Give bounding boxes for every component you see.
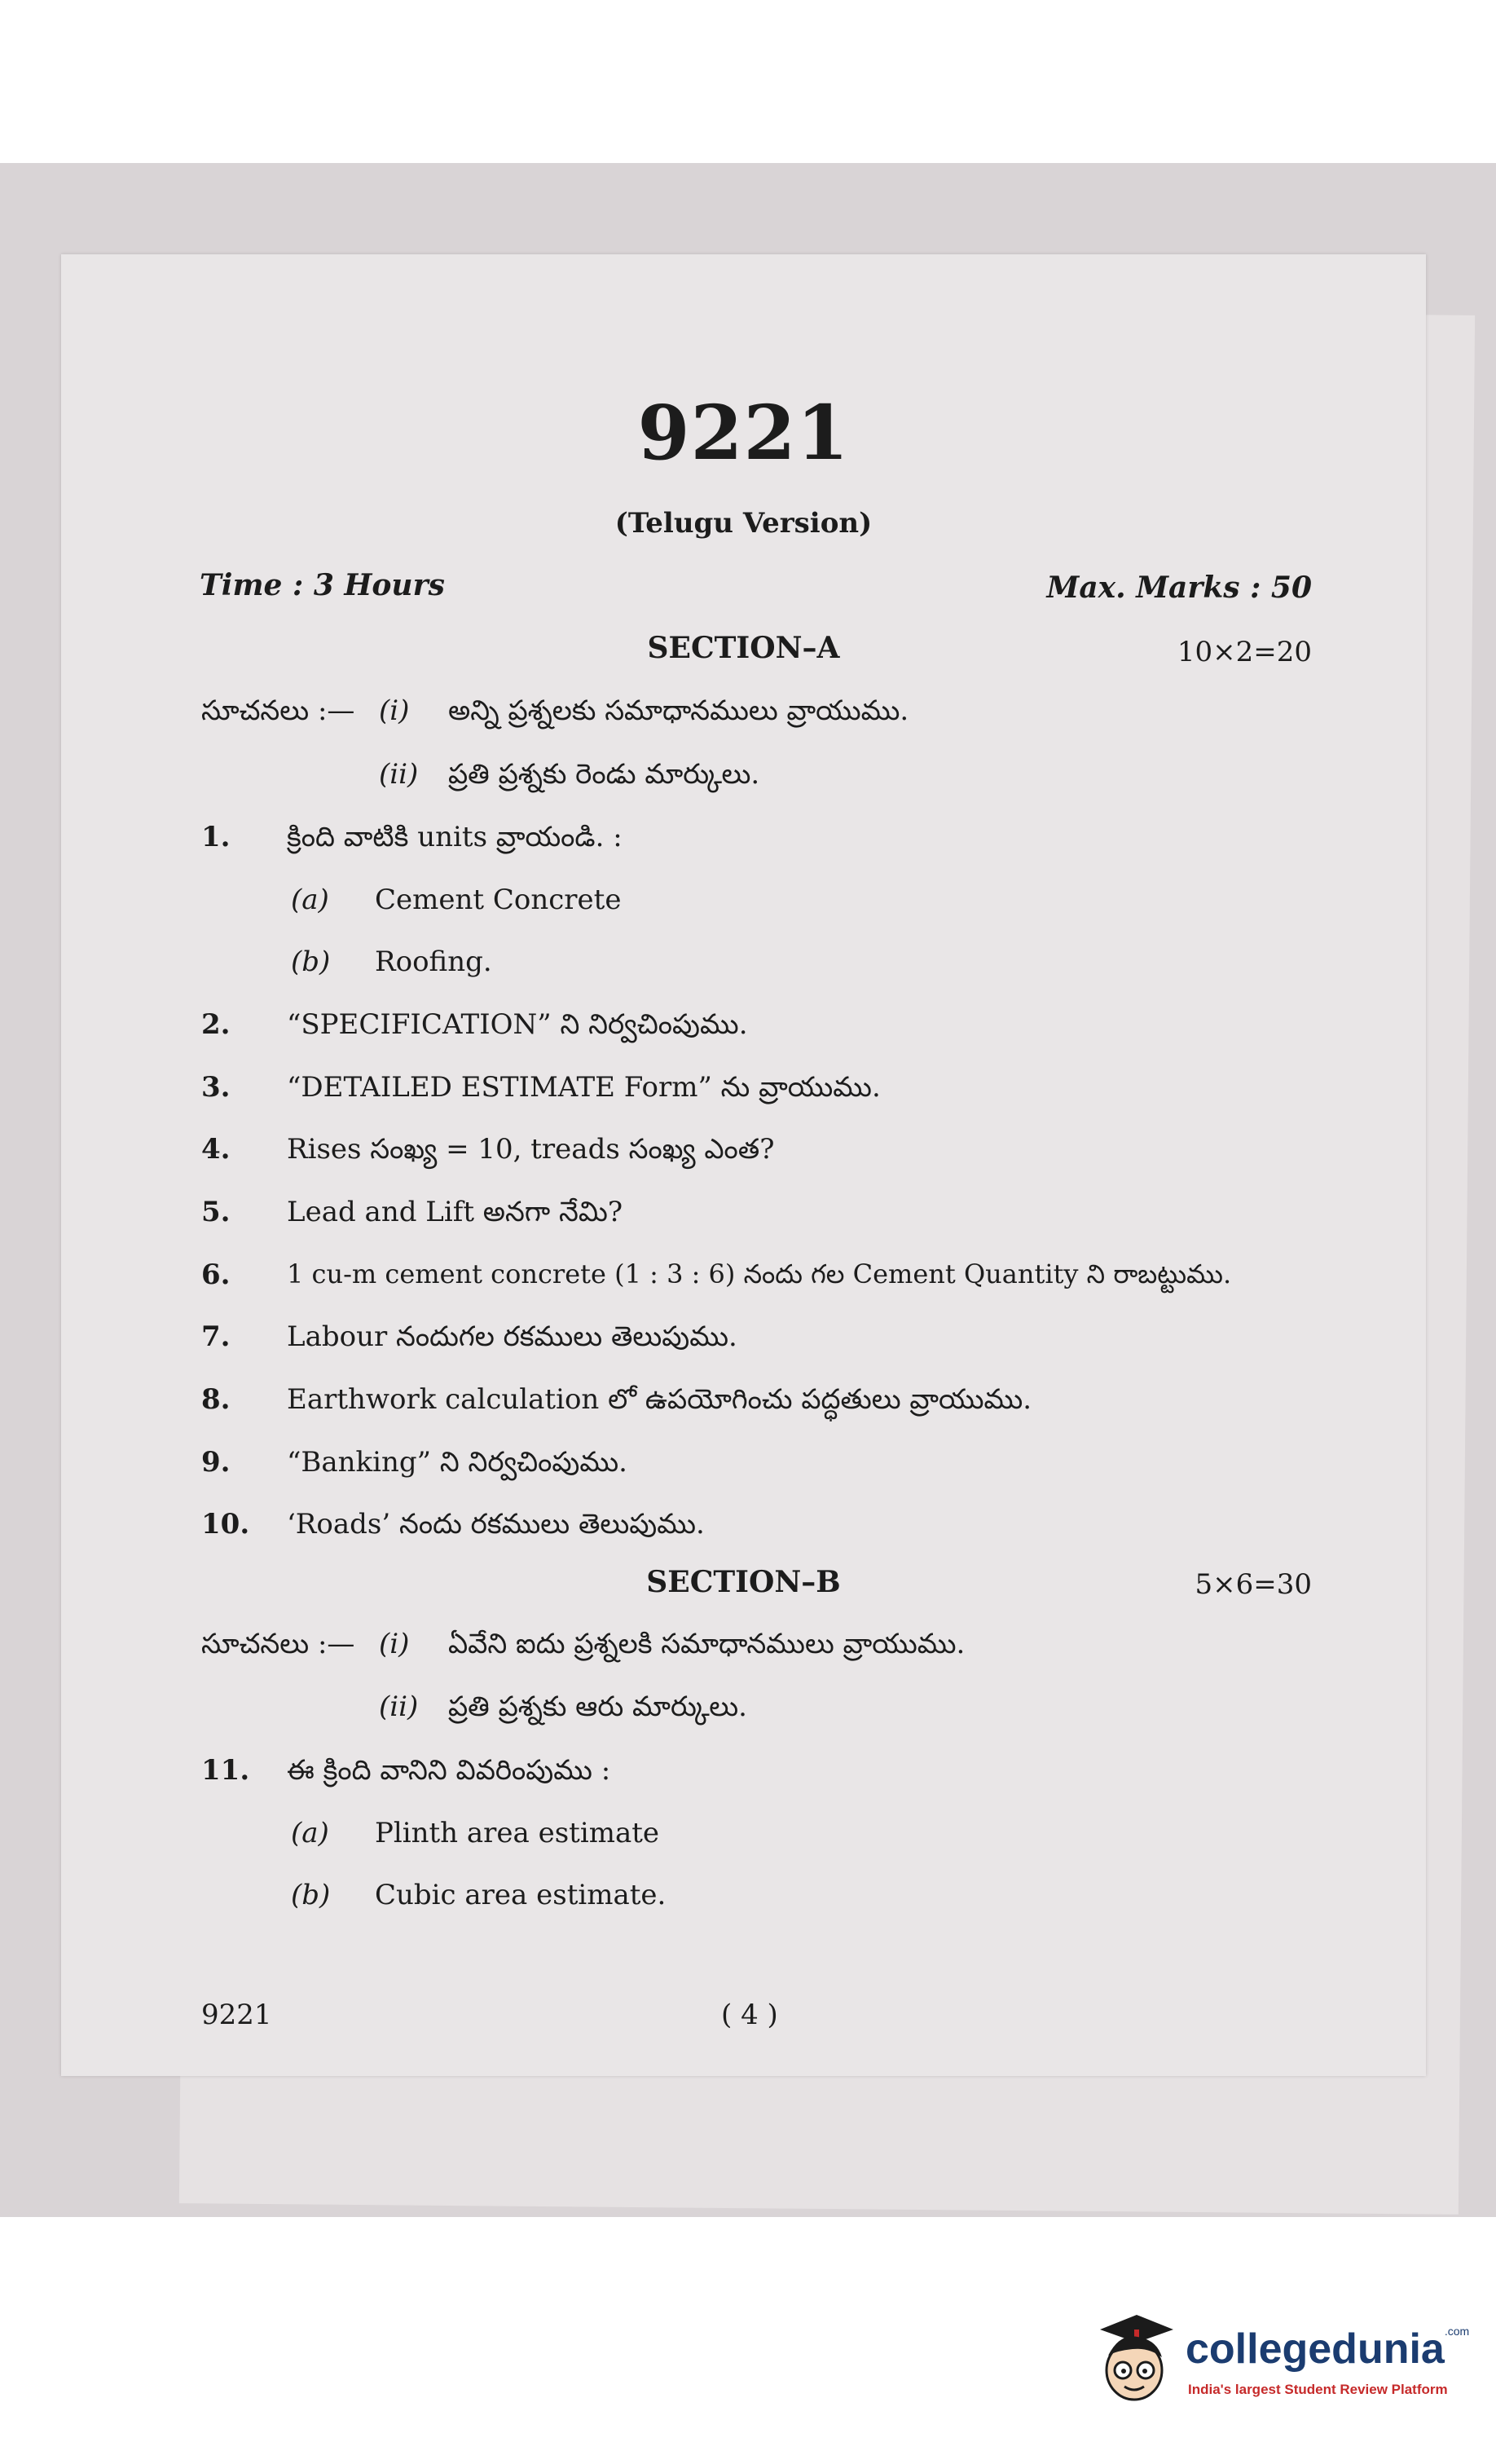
question-number: 7. <box>201 1320 231 1353</box>
logo-wordmark: collegedunia$^{.com}$ <box>1186 2325 1470 2373</box>
subpart-text: Cement Concrete <box>375 884 622 916</box>
question-number: 5. <box>201 1196 231 1228</box>
scanned-page-background <box>0 163 1496 2217</box>
question-number: 6. <box>201 1258 231 1291</box>
collegedunia-logo <box>1092 2307 1470 2413</box>
question-number: 8. <box>201 1383 231 1416</box>
instruction-text: ప్రతి ప్రశ్నకు ఆరు మార్కులు. <box>448 1690 747 1723</box>
paper-code: 9221 <box>637 389 850 477</box>
question-text: Rises సంఖ్య = 10, treads సంఖ్య ఎంత? <box>287 1133 775 1166</box>
mascot-icon <box>1092 2307 1177 2404</box>
page-number: ( 4 ) <box>721 1999 778 2031</box>
question-text: Earthwork calculation లో ఉపయోగించు పద్ధతులు వ్రాయుము. <box>287 1383 1032 1416</box>
instruction-text: ఏవేని ఐదు ప్రశ్నలకి సమాధానములు వ్రాయుము. <box>448 1628 966 1660</box>
max-marks: Max. Marks : 50 <box>1046 571 1312 605</box>
subpart-label: (b) <box>291 1879 331 1911</box>
question-number: 4. <box>201 1133 231 1166</box>
section-b-instruction-label: సూచనలు :— <box>201 1628 355 1660</box>
question-number: 2. <box>201 1008 231 1041</box>
question-text: Lead and Lift అనగా నేమి? <box>287 1196 623 1228</box>
question-text: “Banking” ని నిర్వచింపుము. <box>287 1446 627 1479</box>
question-text: 1 cu-m cement concrete (1 : 3 : 6) నందు గల Cement Quantity ని రాబట్టుము. <box>287 1258 1232 1289</box>
question-number: 10. <box>201 1508 250 1541</box>
instruction-roman: (i) <box>379 694 410 727</box>
question-text: ‘Roads’ నందు రకములు తెలుపుము. <box>287 1508 705 1541</box>
subpart-label: (a) <box>291 1817 329 1849</box>
section-a-instruction-label: సూచనలు :— <box>201 694 355 727</box>
instruction-roman: (i) <box>379 1628 410 1660</box>
instruction-roman: (ii) <box>379 758 419 791</box>
question-number: 1. <box>201 821 231 853</box>
section-b-title: SECTION–B <box>646 1565 841 1599</box>
question-text: “DETAILED ESTIMATE Form” ను వ్రాయుము. <box>287 1071 881 1104</box>
logo-tagline: India's largest Student Review Platform <box>1188 2382 1448 2397</box>
exam-time: Time : 3 Hours <box>200 568 445 602</box>
subpart-text: Roofing. <box>375 945 492 978</box>
section-b-marks: 5×6=30 <box>1195 1568 1312 1601</box>
footer-paper-code: 9221 <box>201 1999 272 2031</box>
question-text: Labour నందుగల రకములు తెలుపుము. <box>287 1320 737 1353</box>
instruction-text: అన్ని ప్రశ్నలకు సమాధానములు వ్రాయుము. <box>448 694 909 727</box>
section-a-marks: 10×2=20 <box>1177 636 1312 668</box>
section-a-title: SECTION–A <box>647 631 840 665</box>
question-paper-sheet <box>61 254 1426 2076</box>
question-number: 3. <box>201 1071 231 1104</box>
paper-version: (Telugu Version) <box>614 507 873 540</box>
instruction-text: ప్రతి ప్రశ్నకు రెండు మార్కులు. <box>448 758 760 791</box>
question-text: క్రింది వాటికి units వ్రాయండి. : <box>287 821 623 853</box>
question-number: 11. <box>201 1754 250 1787</box>
subpart-label: (b) <box>291 945 331 978</box>
instruction-roman: (ii) <box>379 1690 419 1723</box>
subpart-text: Cubic area estimate. <box>375 1879 667 1911</box>
subpart-label: (a) <box>291 884 329 916</box>
subpart-text: Plinth area estimate <box>375 1817 660 1849</box>
question-text: “SPECIFICATION” ని నిర్వచింపుము. <box>287 1008 748 1041</box>
question-number: 9. <box>201 1446 231 1479</box>
question-text: ఈ క్రింది వానిని వివరింపుము : <box>287 1754 611 1787</box>
